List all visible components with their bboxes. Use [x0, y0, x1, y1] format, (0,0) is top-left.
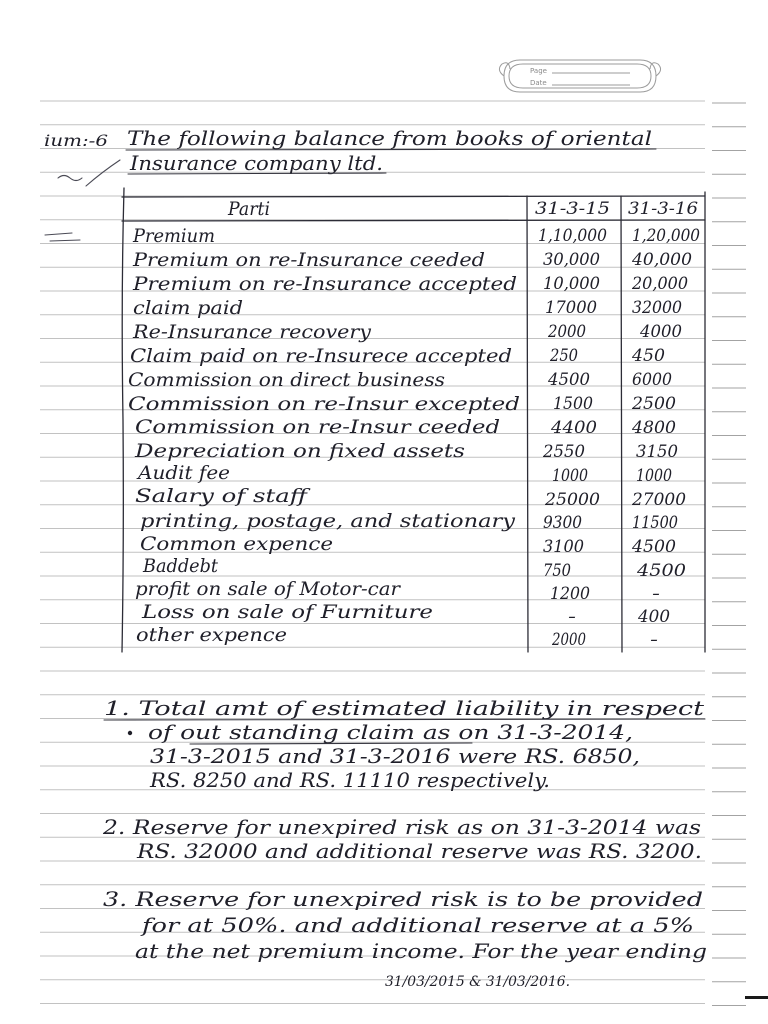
row-particular: Audit fee — [135, 462, 230, 484]
row-amount-31-3-15: 1200 — [550, 584, 591, 604]
bullet-dot — [128, 731, 132, 735]
note-line: of out standing claim as on 31-3-2014, — [148, 720, 633, 744]
row-particular: Commission on re-Insur excepted — [128, 393, 520, 415]
row-amount-31-3-16: 4800 — [630, 418, 677, 438]
row-amount-31-3-16: 6000 — [632, 370, 673, 390]
note-line: for at 50%. and additional reserve at a 5% — [139, 913, 694, 937]
page-edge-mark — [745, 996, 768, 999]
note-line: RS. 8250 and RS. 11110 respectively. — [148, 768, 550, 792]
row-amount-31-3-15: 4400 — [549, 418, 598, 438]
row-particular: other expence — [136, 624, 287, 646]
row-amount-31-3-15: 30,000 — [543, 250, 601, 270]
note-line: 3. Reserve for unexpired risk is to be provided — [103, 887, 703, 911]
note-line: 31-3-2015 and 31-3-2016 were RS. 6850, — [150, 744, 640, 768]
row-particular: profit on sale of Motor-car — [135, 578, 402, 600]
row-particular: Claim paid on re-Insurece accepted — [130, 345, 512, 367]
heading-line-1: The following balance from books of oriental — [127, 126, 652, 150]
row-amount-31-3-15: 1000 — [552, 466, 589, 486]
row-amount-31-3-16: 27000 — [631, 490, 687, 510]
note-line: 1. Total amt of estimated liability in respect — [104, 696, 706, 720]
table-row — [135, 416, 676, 438]
row-amount-31-3-15: 750 — [543, 561, 572, 581]
row-amount-31-3-16: 2500 — [630, 394, 677, 414]
row-amount-31-3-16: 1000 — [636, 466, 673, 486]
row-particular: Baddebt — [142, 555, 219, 577]
row-particular: Loss on sale of Furniture — [140, 601, 433, 623]
row-particular: claim paid — [133, 297, 243, 319]
heading-line-2: Insurance company ltd. — [128, 151, 383, 175]
row-amount-31-3-16: 4500 — [635, 561, 687, 581]
row-particular: printing, postage, and stationary — [140, 510, 516, 532]
row-amount-31-3-16: 1,20,000 — [632, 226, 701, 246]
row-amount-31-3-16: 4000 — [639, 322, 683, 342]
note-line: 31/03/2015 & 31/03/2016. — [385, 974, 570, 990]
row-amount-31-3-15: 2000 — [551, 630, 587, 650]
row-particular: Re-Insurance recovery — [131, 321, 372, 343]
row-amount-31-3-15: 4500 — [547, 370, 591, 390]
row-amount-31-3-15: - — [568, 607, 577, 627]
row-amount-31-3-15: 9300 — [543, 513, 583, 533]
row-particular: Premium on re-Insurance ceeded — [131, 249, 485, 271]
row-particular: Common expence — [140, 533, 333, 555]
row-particular: Premium on re-Insurance accepted — [131, 273, 517, 295]
row-particular: Premium — [132, 225, 215, 247]
row-amount-31-3-16: - — [652, 584, 661, 604]
row-amount-31-3-15: 17000 — [545, 298, 598, 318]
note-line: 2. Reserve for unexpired risk as on 31-3-2014 was — [101, 815, 701, 839]
row-amount-31-3-15: 10,000 — [543, 274, 601, 294]
note-2 — [102, 815, 702, 863]
row-amount-31-3-15: 2000 — [547, 322, 587, 342]
row-amount-31-3-16: - — [650, 630, 659, 650]
row-amount-31-3-16: 11500 — [632, 513, 679, 533]
row-amount-31-3-16: 450 — [630, 346, 666, 366]
row-amount-31-3-16: 4500 — [630, 537, 677, 557]
row-amount-31-3-16: 3150 — [636, 442, 679, 462]
note-line: RS. 32000 and additional reserve was RS. 3200. — [135, 839, 702, 863]
header-particulars: Parti — [227, 198, 270, 220]
question-label: ium:-6 — [44, 131, 108, 150]
row-particular: Salary of staff — [135, 485, 312, 507]
row-particular: Commission on re-Insur ceeded — [135, 416, 500, 438]
stamp-date-label: Date — [530, 79, 547, 87]
row-amount-31-3-16: 20,000 — [631, 274, 689, 294]
row-amount-31-3-16: 32000 — [632, 298, 683, 318]
header-31-3-16: 31-3-16 — [628, 199, 699, 219]
row-amount-31-3-15: 250 — [549, 346, 579, 366]
row-amount-31-3-15: 1500 — [553, 394, 594, 414]
row-amount-31-3-15: 2550 — [542, 442, 586, 462]
stamp-page-label: Page — [530, 67, 547, 75]
row-amount-31-3-15: 25000 — [543, 490, 601, 510]
header-31-3-15: 31-3-15 — [535, 199, 610, 219]
row-particular: Commission on direct business — [128, 369, 446, 391]
row-amount-31-3-16: 40,000 — [630, 250, 693, 270]
row-amount-31-3-16: 400 — [637, 607, 671, 627]
note-line: at the net premium income. For the year ending — [135, 939, 707, 963]
row-particular: Depreciation on fixed assets — [133, 440, 466, 462]
row-amount-31-3-15: 3100 — [543, 537, 585, 557]
row-amount-31-3-15: 1,10,000 — [538, 226, 608, 246]
